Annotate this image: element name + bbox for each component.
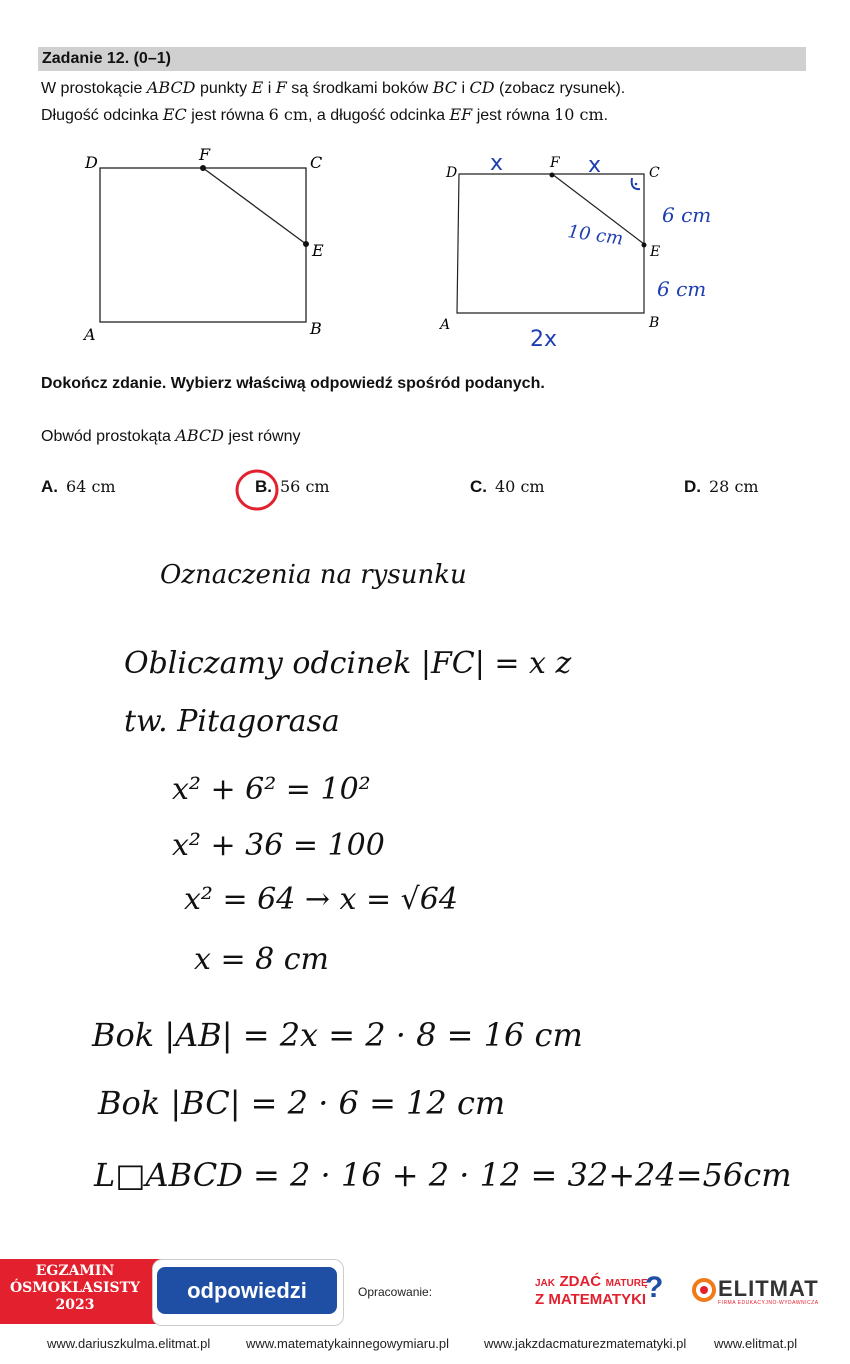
- label-f: F: [550, 155, 560, 171]
- label-b: B: [310, 319, 322, 338]
- math: EF: [449, 105, 473, 124]
- solution-line-10: L□ABCD = 2 · 16 + 2 · 12 = 32+24=56cm: [94, 1156, 792, 1194]
- solution-line-2: Obliczamy odcinek |FC| = x z: [124, 646, 572, 681]
- solution-line-7: x = 8 cm: [194, 942, 329, 977]
- label-c: C: [649, 165, 660, 181]
- footer-link[interactable]: www.elitmat.pl: [714, 1336, 798, 1351]
- text: jest równa: [191, 107, 265, 124]
- text: są środkami boków: [291, 80, 429, 97]
- annotation-ef: 10 cm: [566, 221, 625, 250]
- logo-text: JAK: [535, 1278, 556, 1289]
- elitmat-logo: ELITMAT: [718, 1276, 819, 1301]
- question-mark-icon: ?: [645, 1271, 664, 1304]
- logo-text: ZDAĆ: [559, 1273, 602, 1290]
- footer-link[interactable]: www.dariuszkulma.elitmat.pl: [47, 1336, 211, 1351]
- text: punkty: [199, 80, 248, 97]
- instruction: Dokończ zdanie. Wybierz właściwą odpowiedź spośród podanych.: [41, 375, 545, 392]
- answers-label: odpowiedzi: [157, 1267, 337, 1314]
- annotation-x-right: x: [588, 153, 602, 178]
- annotation-x-left: x: [490, 151, 504, 176]
- solution-line-6: x² = 64 → x = √64: [184, 882, 458, 917]
- solution-line-3: tw. Pitagorasa: [124, 704, 340, 739]
- annotation-eb: 6 cm: [657, 277, 707, 301]
- solution-line-4: x² + 6² = 10²: [172, 772, 371, 807]
- elitmat-logo-dot: [700, 1286, 708, 1294]
- label-a: A: [440, 317, 451, 333]
- text: i: [461, 80, 465, 97]
- elitmat-tagline: FIRMA EDUKACYJNO-WYDAWNICZA: [718, 1300, 819, 1306]
- option-letter: C.: [470, 477, 487, 496]
- math: ABCD: [146, 78, 196, 97]
- task-title: Zadanie 12. (0–1): [42, 50, 171, 67]
- text: jest równy: [228, 428, 301, 445]
- label-d: D: [85, 153, 98, 172]
- label-e: E: [650, 244, 661, 260]
- label-c: C: [310, 153, 323, 172]
- text: jest równa: [476, 107, 550, 124]
- jak-zdac-logo-line2: Z MATEMATYKI: [535, 1291, 647, 1308]
- option-letter: B.: [255, 477, 272, 496]
- label-b: B: [649, 315, 660, 331]
- badge-line: 2023: [55, 1297, 95, 1313]
- label-f: F: [199, 145, 211, 164]
- label-e: E: [312, 241, 324, 260]
- text: Obwód prostokąta: [41, 428, 171, 445]
- option-letter: D.: [684, 477, 701, 496]
- text: , a długość odcinka: [308, 107, 445, 124]
- math: CD: [469, 78, 495, 97]
- math: BC: [432, 78, 457, 97]
- annotation-ce: 6 cm: [662, 203, 712, 227]
- footer-link[interactable]: www.jakzdacmaturezmatematyki.pl: [484, 1336, 687, 1351]
- option-value: 64 cm: [66, 477, 116, 496]
- text: W prostokącie: [41, 80, 143, 97]
- math: F: [275, 78, 287, 97]
- text: .: [603, 107, 609, 124]
- math: EC: [162, 105, 187, 124]
- solution-line-1: Oznaczenia na rysunku: [160, 560, 467, 590]
- solution-line-5: x² + 36 = 100: [172, 828, 385, 863]
- option-value: 28 cm: [709, 477, 759, 496]
- math: E: [251, 78, 264, 97]
- logo-text: MATURĘ: [605, 1278, 648, 1289]
- option-letter: A.: [41, 477, 58, 496]
- footer-link[interactable]: www.matematykainnegowymiaru.pl: [246, 1336, 450, 1351]
- option-value: 56 cm: [280, 477, 330, 496]
- text: i: [267, 80, 272, 97]
- prepared-by-label: Opracowanie:: [358, 1285, 433, 1299]
- math: ABCD: [175, 426, 224, 445]
- label-a: A: [84, 325, 96, 344]
- solution-line-9: Bok |BC| = 2 · 6 = 12 cm: [98, 1084, 506, 1122]
- option-value: 40 cm: [495, 477, 545, 496]
- math: 6 cm: [268, 105, 309, 124]
- text: Długość odcinka: [41, 107, 159, 124]
- badge-line: ÓSMOKLASISTY: [9, 1280, 141, 1296]
- annotation-ab: 2x: [530, 327, 558, 352]
- text: (zobacz rysunek).: [498, 80, 626, 97]
- solution-line-8: Bok |AB| = 2x = 2 · 8 = 16 cm: [92, 1016, 583, 1054]
- label-d: D: [446, 165, 458, 181]
- badge-line: EGZAMIN: [35, 1263, 115, 1279]
- math: 10 cm: [554, 105, 604, 124]
